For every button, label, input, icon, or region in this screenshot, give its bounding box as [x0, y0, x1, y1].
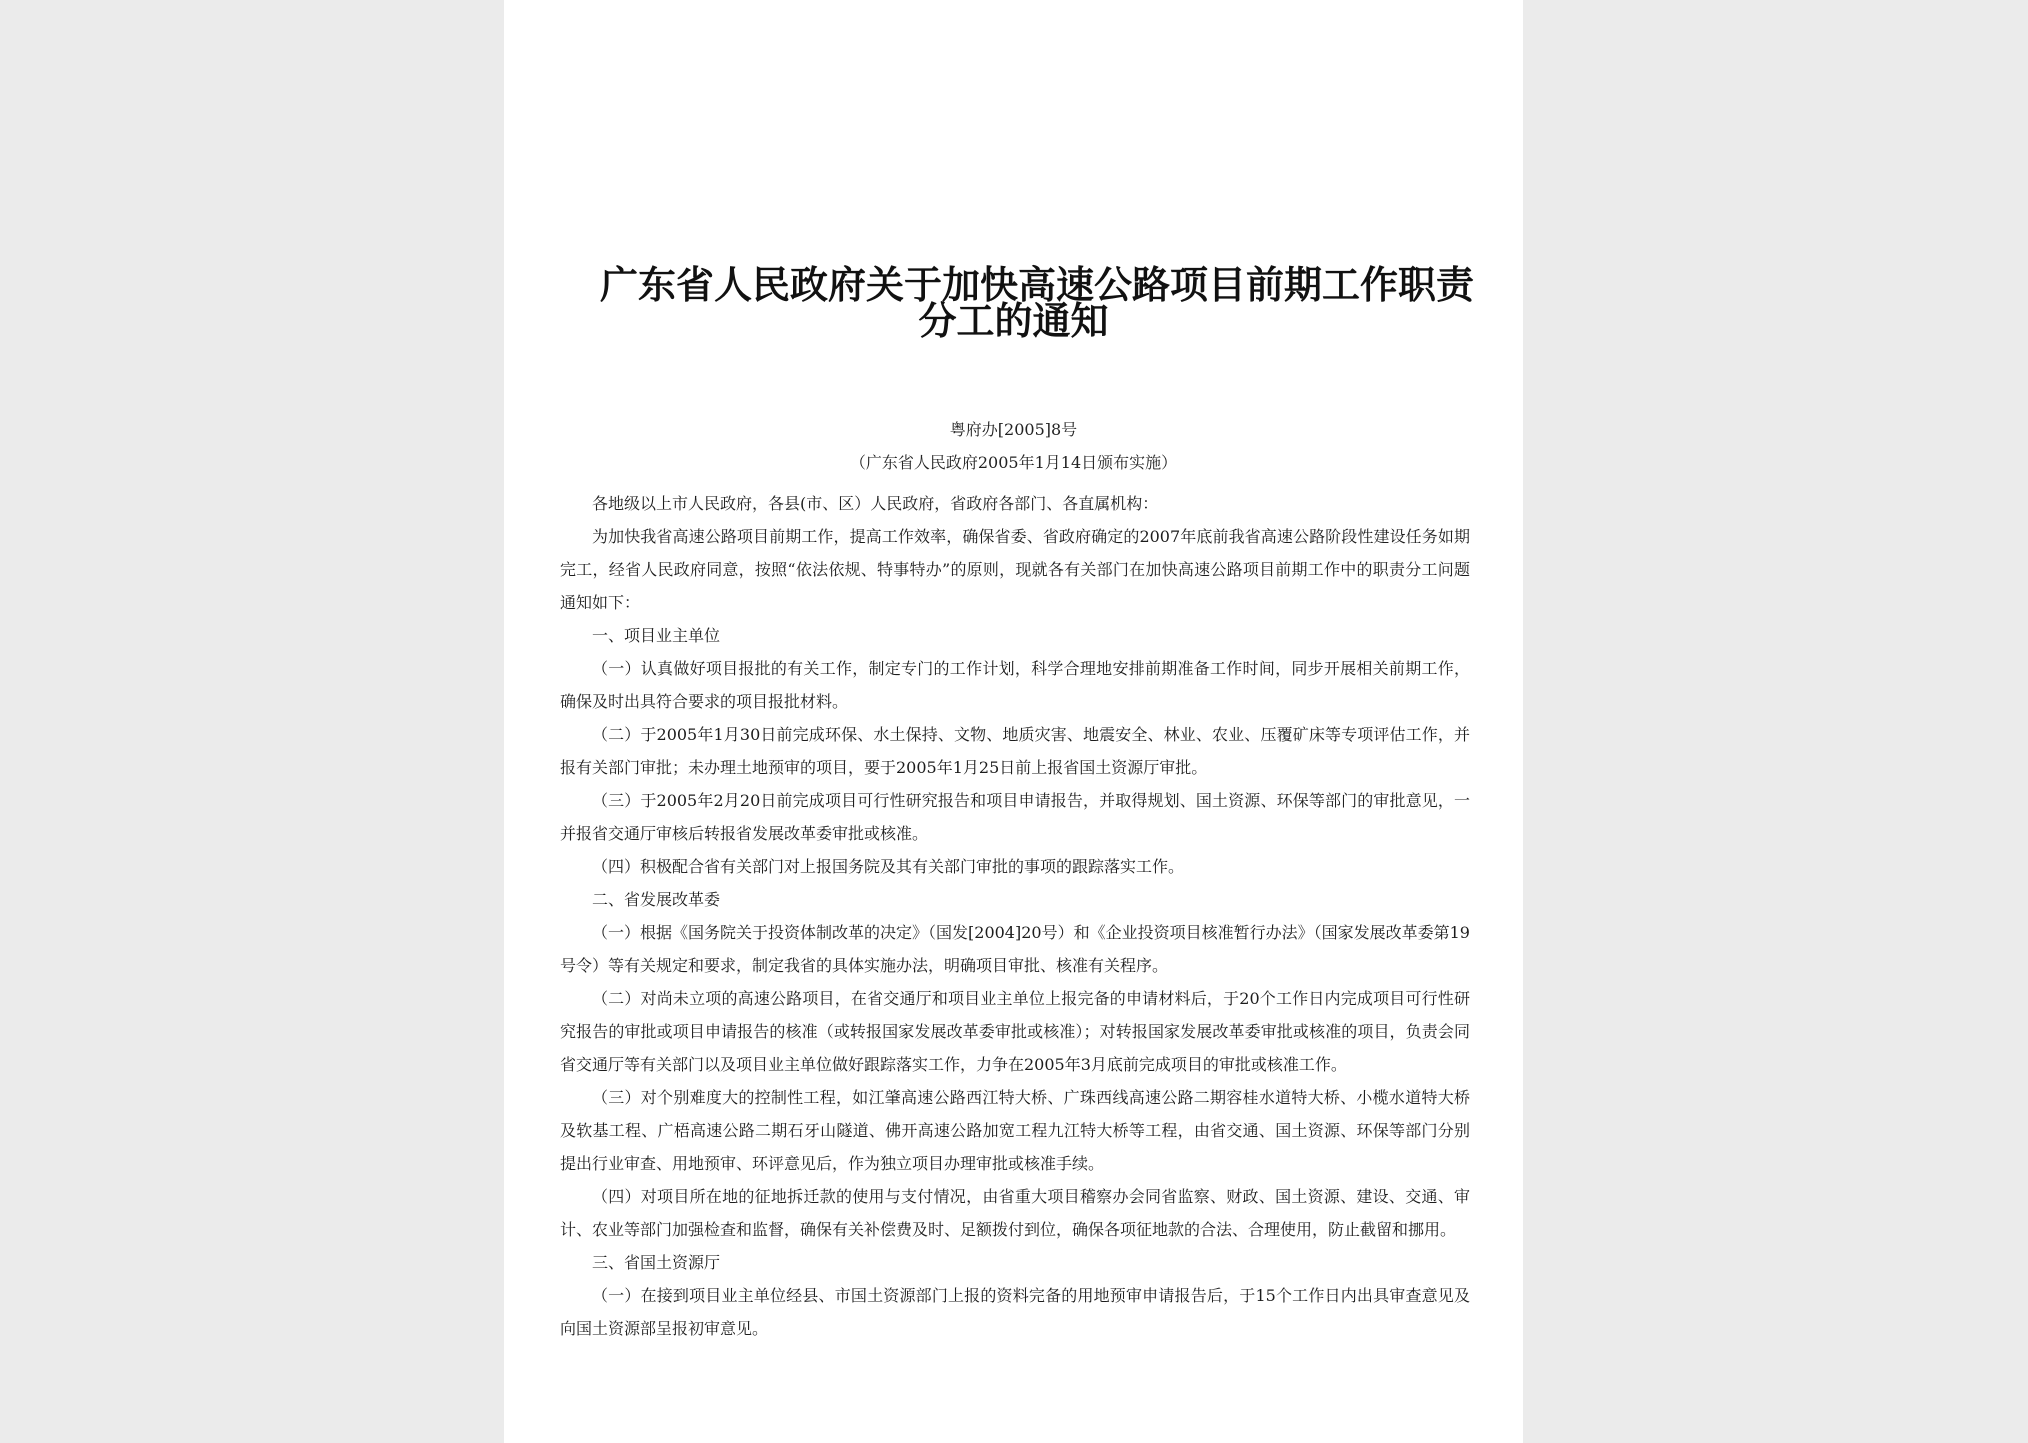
document-title-line-1: 广东省人民政府关于加快高速公路项目前期工作职责 [600, 263, 1475, 307]
paragraph: （四）积极配合省有关部门对上报国务院及其有关部门审批的事项的跟踪落实工作。 [592, 857, 1185, 876]
document-page [504, 0, 1523, 1443]
paragraph: （一）在接到项目业主单位经县、市国土资源部门上报的资料完备的用地预审申请报告后，于15个工作日内出具审查意见及向国土资源部呈报初审意见。 [560, 1286, 1470, 1338]
document-body [560, 487, 1470, 1345]
paragraph: （二）对尚未立项的高速公路项目，在省交通厅和项目业主单位上报完备的申请材料后，于20个工作日内完成项目可行性研究报告的审批或项目申请报告的核准（或转报国家发展改革委审批或核准）；对转报国家发展改革委审批或核准的项目，负责会同省交通厅等有关部门以及项目业主单位做好跟踪落实工作，力争在2005年3月底前完成项目的审批或核准工作。 [560, 989, 1470, 1074]
section-heading: 三、省国土资源厅 [592, 1253, 721, 1272]
paragraph: 为加快我省高速公路项目前期工作，提高工作效率，确保省委、省政府确定的2007年底前我省高速公路阶段性建设任务如期完工，经省人民政府同意，按照“依法依规、特事特办”的原则，现就各有关部门在加快高速公路项目前期工作中的职责分工问题通知如下： [560, 527, 1470, 612]
paragraph: （一）根据《国务院关于投资体制改革的决定》（国发[2004]20号）和《企业投资项目核准暂行办法》（国家发展改革委第19号令）等有关规定和要求，制定我省的具体实施办法，明确项目审批、核准有关程序。 [560, 923, 1470, 975]
paragraph: （二）于2005年1月30日前完成环保、水土保持、文物、地质灾害、地震安全、林业、农业、压覆矿床等专项评估工作，并报有关部门审批；未办理土地预审的项目，要于2005年1月25日前上报省国土资源厅审批。 [560, 725, 1470, 777]
issue-date-note: （广东省人民政府2005年1月14日颁布实施） [849, 453, 1178, 472]
section-heading: 二、省发展改革委 [592, 890, 721, 909]
paragraph: （一）认真做好项目报批的有关工作，制定专门的工作计划，科学合理地安排前期准备工作时间，同步开展相关前期工作，确保及时出具符合要求的项目报批材料。 [560, 659, 1470, 711]
paragraph: 各地级以上市人民政府，各县(市、区）人民政府，省政府各部门、各直属机构： [592, 494, 1159, 513]
paragraph: （三）于2005年2月20日前完成项目可行性研究报告和项目申请报告，并取得规划、国土资源、环保等部门的审批意见，一并报省交通厅审核后转报省发展改革委审批或核准。 [560, 791, 1470, 843]
document-title-line-2: 分工的通知 [918, 299, 1109, 343]
paragraph: （四）对项目所在地的征地拆迁款的使用与支付情况，由省重大项目稽察办会同省监察、财政、国土资源、建设、交通、审计、农业等部门加强检查和监督，确保有关补偿费及时、足额拨付到位，确保各项征地款的合法、合理使用，防止截留和挪用。 [560, 1187, 1470, 1239]
section-heading: 一、项目业主单位 [592, 626, 721, 645]
document-number: 粤府办[2005]8号 [949, 420, 1078, 439]
paragraph: （三）对个别难度大的控制性工程，如江肇高速公路西江特大桥、广珠西线高速公路二期容桂水道特大桥、小榄水道特大桥及软基工程、广梧高速公路二期石牙山隧道、佛开高速公路加宽工程九江特大桥等工程，由省交通、国土资源、环保等部门分别提出行业审查、用地预审、环评意见后，作为独立项目办理审批或核准手续。 [560, 1088, 1470, 1173]
